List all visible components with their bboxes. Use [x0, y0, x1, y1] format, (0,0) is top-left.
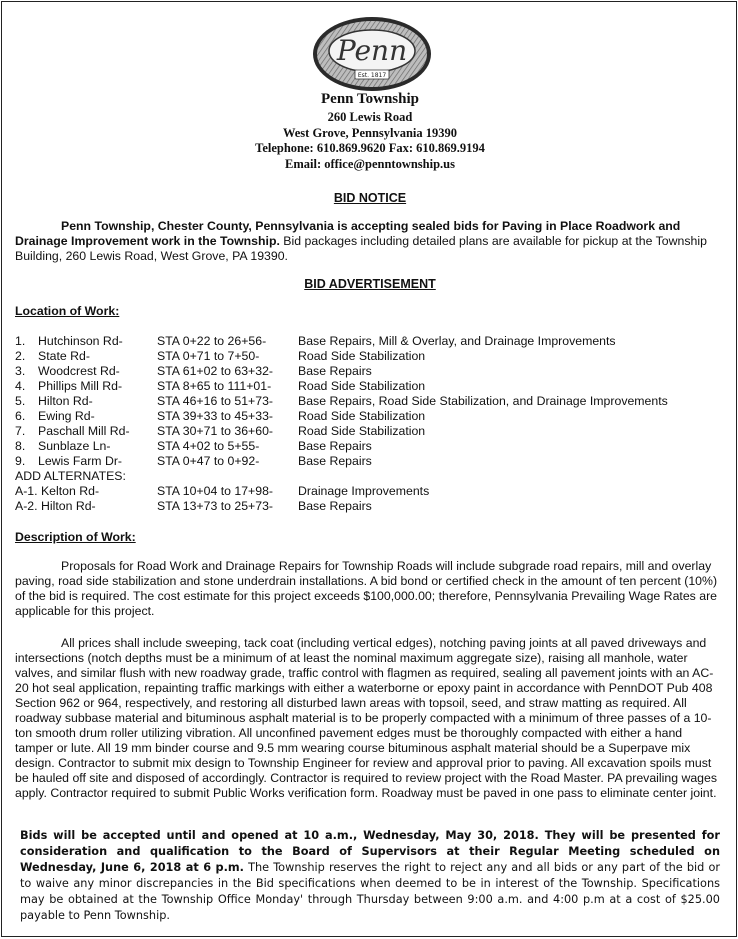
list-item: 3. Woodcrest Rd- STA 61+02 to 63+32- Base Repairs: [15, 364, 372, 378]
bid-notice-title: BID NOTICE: [333, 191, 407, 205]
township-address: 260 Lewis Road: [327, 110, 413, 124]
list-item: 2. State Rd- STA 0+71 to 7+50- Road Side Stabilization: [15, 349, 426, 363]
notice-intro-rest: Bid packages including detailed plans are available for pickup at the Township Building, 260 Lewis Road, West Grove, PA 19390.: [15, 234, 707, 263]
bid-advertisement-title: BID ADVERTISEMENT: [304, 277, 436, 291]
description-paragraph-2: All prices shall include sweeping, tack coat (including vertical edges), notching paving joints at all paved driveways and intersections (notch depths must be a minimum of at least the nominal maximum aggregate size), raising all manhole, water valves, and similar flush with new roadway grade, traffic control with flagmen as required, sealing all pavement joints with an AC-20 hot seal application, repainting traffic markings with either a waterborne or epoxy paint in accordance with PennDOT Pub 408 Section 962 or 964, respectively, and restoring all disturbed lawn areas with topsoil, seed, and straw matting as required. All roadway subbase material and bituminous asphalt material is to be properly compacted with a minimum of three passes of a 10-ton smooth drum roller utilizing vibration. All unconfined pavement edges must be thoroughly compacted with either a hand tamper or lute. All 19 mm binder course and 9.5 mm wearing course bituminous asphalt material should be a Superpave mix design. Contractor to submit mix design to Township Engineer for review and approval prior to paving. All excavation spoils must be hauled off site and disposed of accordingly. Contractor is required to review project with the Road Master. PA prevailing wages apply. Contractor required to submit Public Works verification form. Roadway must be paved in one pass to eliminate center joint.: [15, 636, 717, 800]
location-heading: Location of Work:: [15, 304, 120, 318]
list-item: 7. Paschall Mill Rd- STA 30+71 to 36+60- Road Side Stabilization: [15, 424, 426, 438]
list-item: 5. Hilton Rd- STA 46+16 to 51+73- Base Repairs, Road Side Stabilization, and Drainage Improvements: [15, 394, 668, 408]
notice-intro: [15, 219, 722, 264]
list-item: A-1. Kelton Rd- STA 10+04 to 17+98- Drainage Improvements: [15, 484, 430, 498]
list-item: 8. Sunblaze Ln- STA 4+02 to 5+55- Base Repairs: [15, 439, 372, 453]
seal-icon: [311, 15, 433, 93]
list-item: 9. Lewis Farm Dr- STA 0+47 to 0+92- Base Repairs: [15, 454, 372, 468]
township-city: West Grove, Pennsylvania 19390: [282, 126, 458, 140]
seal-text: Penn: [336, 34, 408, 67]
township-seal-logo: [311, 15, 433, 93]
description-heading: Description of Work:: [15, 530, 136, 544]
township-name: Penn Township: [321, 91, 419, 107]
township-phone-fax: Telephone: 610.869.9620 Fax: 610.869.9194: [255, 141, 485, 155]
description-paragraph-1: Proposals for Road Work and Drainage Repairs for Township Roads will include subgrade road repairs, mill and overlay paving, road side stabilization and stone underdrain installations. A bid bond or certified check in the amount of ten percent (10%) of the bid is required. The cost estimate for this project exceeds $100,000.00; therefore, Pennsylvania Prevailing Wage Rates are applicable for this project.: [15, 559, 718, 618]
list-item: 6. Ewing Rd- STA 39+33 to 45+33- Road Side Stabilization: [15, 409, 426, 423]
closing-paragraph: [20, 828, 720, 924]
closing-bold: Bids will be accepted until and opened at 10 a.m., Wednesday, May 30, 2018. They will be presented for consideration and qualification to the Board of Supervisors at their Regular Meeting scheduled on Wednesday, June 6, 2018 at 6 p.m.: [20, 829, 720, 874]
seal-est: Est. 1817: [357, 72, 387, 79]
notice-intro-bold: Penn Township, Chester County, Pennsylvania is accepting sealed bids for Paving in Place Roadwork and Drainage Improvement work in the Township.: [15, 219, 681, 248]
closing-rest: The Township reserves the right to reject any and all bids or any part of the bid or to waive any minor discrepancies in the Bid specifications when deemed to be in interest of the Township. Specifications may be obtained at the Township Office Monday' through Thursday between 9:00 a.m. and 4:00 p.m at a cost of $25.00 payable to Penn Township.: [20, 861, 721, 922]
alternates-label: ADD ALTERNATES:: [15, 469, 126, 483]
list-item: 4. Phillips Mill Rd- STA 8+65 to 111+01- Road Side Stabilization: [15, 379, 426, 393]
list-item: 1. Hutchinson Rd- STA 0+22 to 26+56- Base Repairs, Mill & Overlay, and Drainage Improvements: [15, 334, 616, 348]
bid-notice-page: [1, 1, 737, 937]
township-email: Email: office@penntownship.us: [285, 157, 455, 171]
list-item: A-2. Hilton Rd- STA 13+73 to 25+73- Base Repairs: [15, 499, 372, 513]
location-list: [15, 334, 727, 514]
